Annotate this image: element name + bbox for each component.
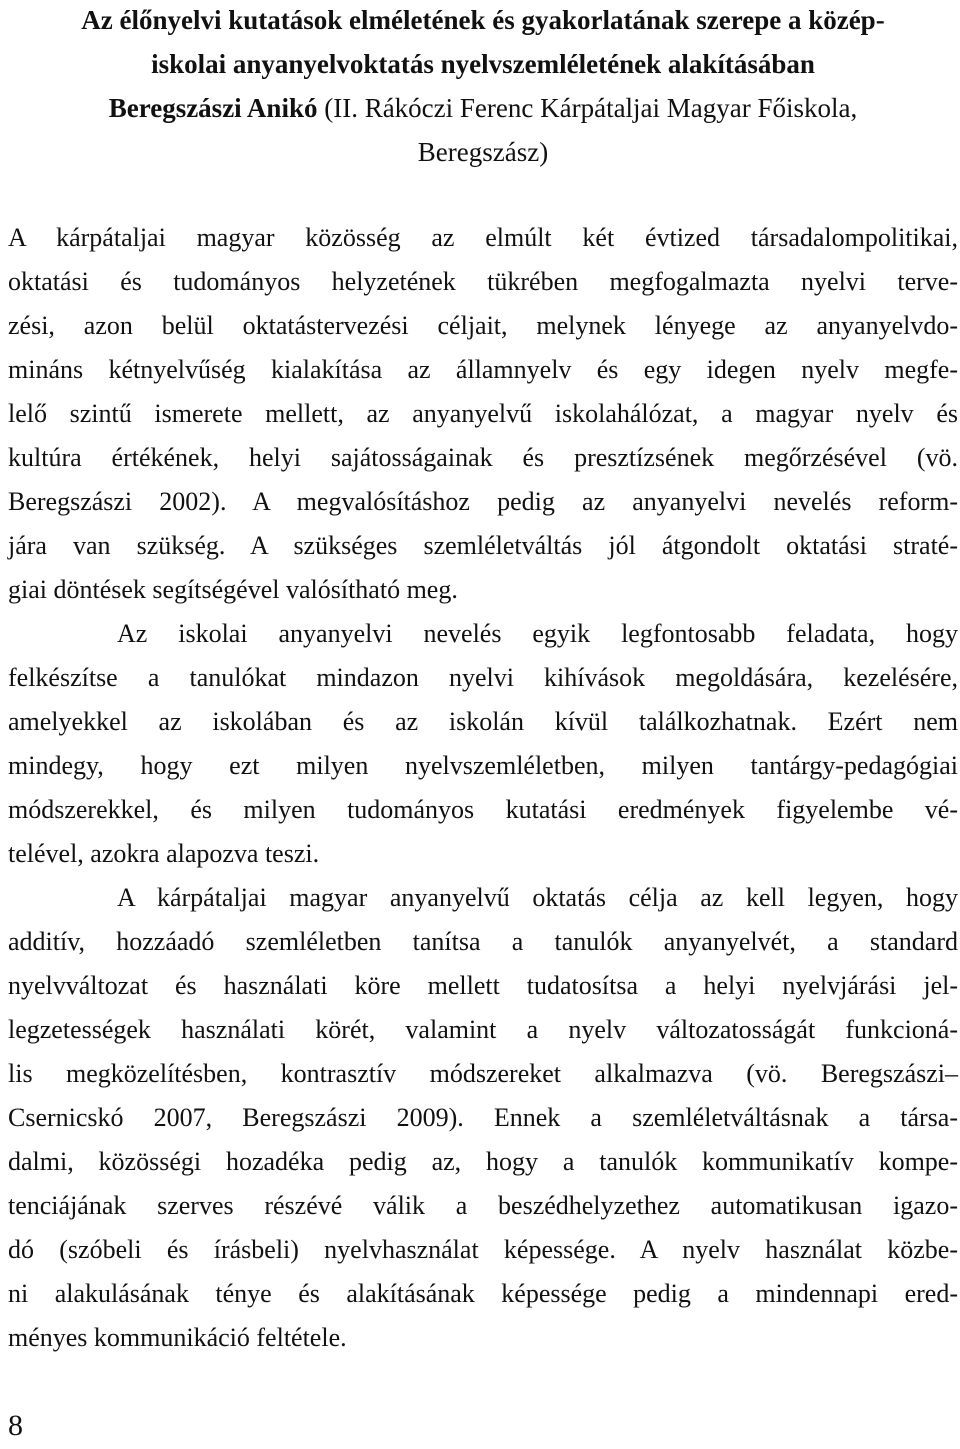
paragraph-line: amelyekkel az iskolában és az iskolán kívül találkozhatnak. Ezért nem	[8, 707, 958, 736]
abstract-line: mináns kétnyelvűség kialakítása az államnyelv és egy idegen nyelv megfe-	[8, 355, 958, 384]
paragraph-line: tenciájának szerves részévé válik a beszédhelyzethez automatikusan igazo-	[8, 1191, 958, 1220]
paragraph-line: dalmi, közösségi hozadéka pedig az, hogy a tanulók kommunikatív kompe-	[8, 1147, 958, 1176]
paragraph-line: A kárpátaljai magyar anyanyelvű oktatás célja az kell legyen, hogy	[117, 883, 958, 912]
paragraph-line: lis megközelítésben, kontrasztív módszereket alkalmazva (vö. Beregszászi–	[8, 1059, 958, 1088]
abstract-line: A kárpátaljai magyar közösség az elmúlt két évtized társadalompolitikai,	[8, 223, 958, 252]
author-line	[8, 86, 958, 130]
paragraph-line: legzetességek használati körét, valamint a nyelv változatosságát funkcioná-	[8, 1015, 958, 1044]
paragraph-line: ményes kommunikáció feltétele.	[8, 1323, 347, 1352]
paragraph-line: Csernicskó 2007, Beregszászi 2009). Ennek a szemléletváltásnak a társa-	[8, 1103, 958, 1132]
body-paragraph-2	[8, 876, 958, 1360]
paragraph-line: ni alakulásának ténye és alakításának képessége pedig a mindennapi ered-	[8, 1279, 958, 1308]
paragraph-line: módszerekkel, és milyen tudományos kutatási eredmények figyelembe vé-	[8, 795, 958, 824]
affiliation-part-2: Beregszász)	[417, 137, 549, 167]
document-page	[8, 0, 958, 1360]
abstract-line: jára van szükség. A szükséges szemléletváltás jól átgondolt oktatási straté-	[8, 531, 958, 560]
author-name: Beregszászi Anikó	[108, 93, 318, 123]
body-paragraph-1	[8, 612, 958, 876]
abstract-line: giai döntések segítségével valósítható meg.	[8, 575, 458, 604]
affiliation-part-1: (II. Rákóczi Ferenc Kárpátaljai Magyar Főiskola,	[317, 93, 858, 123]
abstract-line: oktatási és tudományos helyzetének tükrében megfogalmazta nyelvi terve-	[8, 267, 958, 296]
article-title-block	[8, 0, 958, 174]
paragraph-line: telével, azokra alapozva teszi.	[8, 839, 320, 868]
abstract-line: lelő szintű ismerete mellett, az anyanyelvű iskolahálózat, a magyar nyelv és	[8, 399, 958, 428]
abstract-line: kultúra értékének, helyi sajátosságainak és presztízsének megőrzésével (vö.	[8, 443, 958, 472]
abstract-line: Beregszászi 2002). A megvalósításhoz pedig az anyanyelvi nevelés reform-	[8, 487, 958, 516]
paragraph-line: nyelvváltozat és használati köre mellett tudatosítsa a helyi nyelvjárási jel-	[8, 971, 958, 1000]
paragraph-line: Az iskolai anyanyelvi nevelés egyik legfontosabb feladata, hogy	[117, 619, 958, 648]
paragraph-line: mindegy, hogy ezt milyen nyelvszemléletben, milyen tantárgy-pedagógiai	[8, 751, 958, 780]
abstract-line: zési, azon belül oktatástervezési céljait, melynek lényege az anyanyelvdo-	[8, 311, 958, 340]
abstract	[8, 216, 958, 612]
paragraph-line: felkészítse a tanulókat mindazon nyelvi kihívások megoldására, kezelésére,	[8, 663, 958, 692]
page-number: 8	[8, 1409, 23, 1442]
paragraph-line: additív, hozzáadó szemléletben tanítsa a tanulók anyanyelvét, a standard	[8, 927, 958, 956]
title-line-1: Az élőnyelvi kutatások elméletének és gyakorlatának szerepe a közép-	[81, 5, 885, 35]
title-line-2: iskolai anyanyelvoktatás nyelvszemléletének alakításában	[151, 49, 815, 79]
paragraph-line: dó (szóbeli és írásbeli) nyelvhasználat képessége. A nyelv használat közbe-	[8, 1235, 958, 1264]
